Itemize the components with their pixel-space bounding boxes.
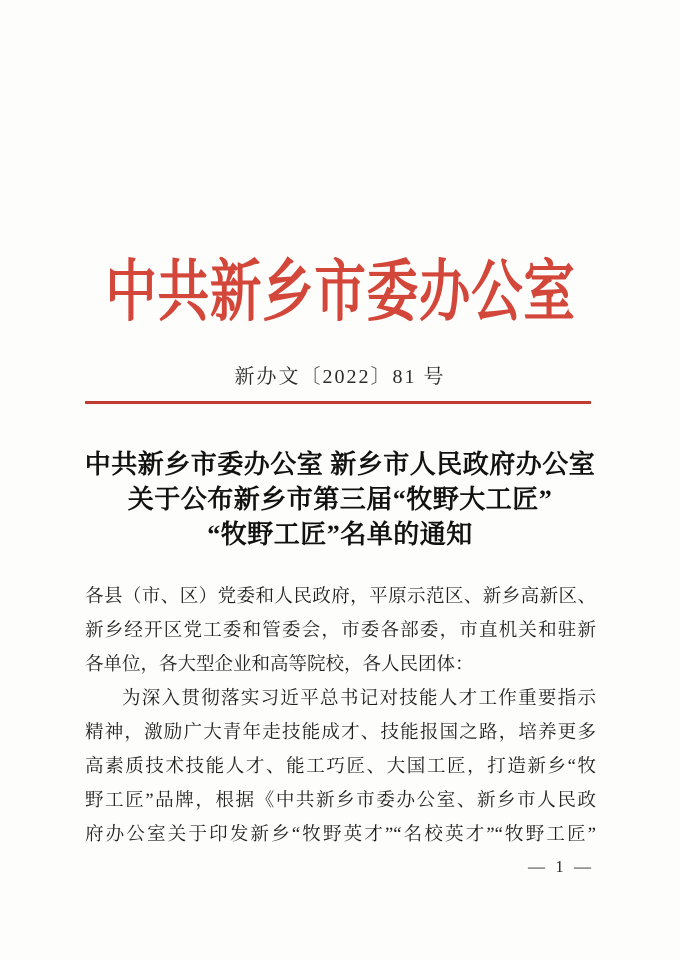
body-line: 野工匠”品牌，根据《中共新乡市委办公室、新乡市人民政 (85, 791, 596, 811)
doc-number: 新办文〔2022〕81 号 (234, 366, 446, 388)
page-number: — 1 — (528, 857, 594, 876)
document-title-line-2: 关于公布新乡市第三届“牧野大工匠” (127, 485, 553, 514)
body-line: 府办公室关于印发新乡“牧野英才”“名校英才”“牧野工匠” (85, 825, 596, 845)
document-body (85, 580, 596, 852)
body-line: 新乡经开区党工委和管委会，市委各部委，市直机关和驻新 (85, 621, 596, 641)
letterhead (0, 240, 680, 330)
document-title (40, 447, 640, 552)
body-line: 为深入贯彻落实习近平总书记对技能人才工作重要指示 (122, 689, 596, 709)
document-title-line-3: “牧野工匠”名单的通知 (207, 520, 473, 549)
document-title-line-1: 中共新乡市委办公室 新乡市人民政府办公室 (84, 450, 596, 479)
letterhead-divider-rule (85, 401, 591, 404)
body-line: 各县（市、区）党委和人民政府，平原示范区、新乡高新区、 (85, 587, 596, 607)
body-line: 各单位，各大型企业和高等院校，各人民团体： (85, 655, 474, 675)
body-line: 精神，激励广大青年走技能成才、技能报国之路，培养更多 (85, 723, 596, 743)
body-line: 高素质技术技能人才、能工巧匠、大国工匠，打造新乡“牧 (85, 757, 596, 777)
letterhead-org-title: 中共新乡市委办公室 (104, 254, 576, 330)
